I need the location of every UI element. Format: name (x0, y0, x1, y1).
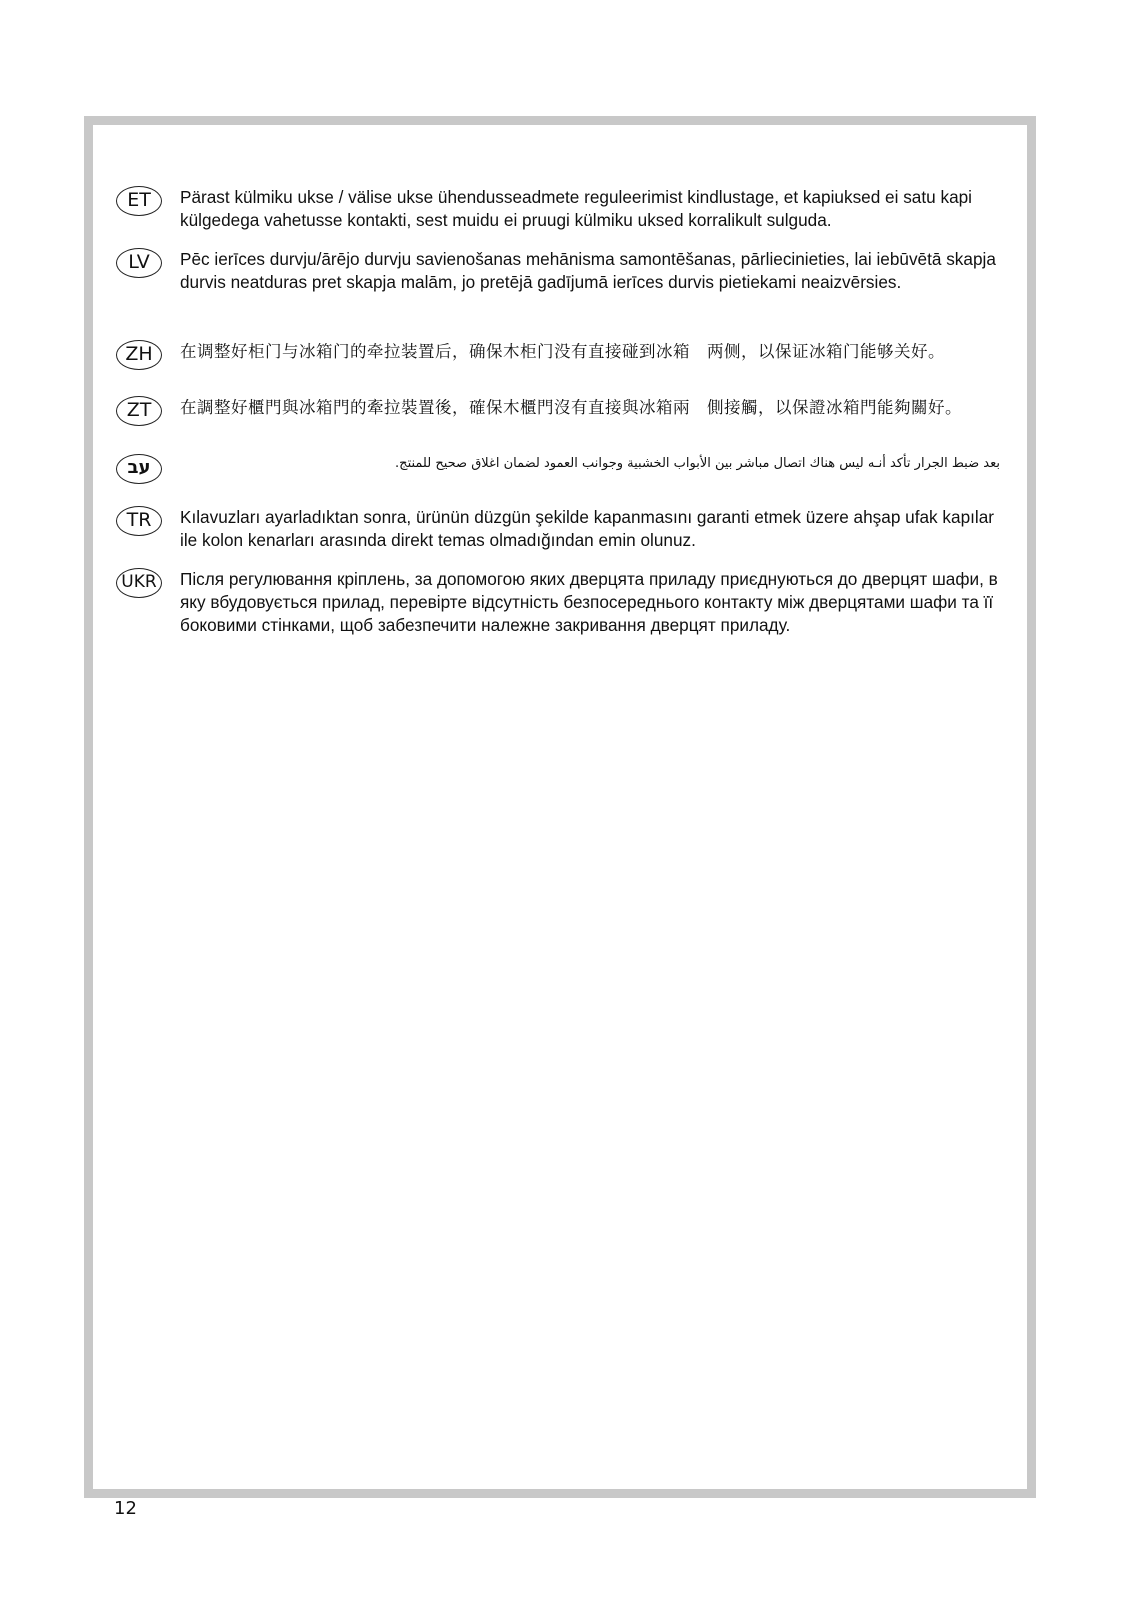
section-text-ar: بعد ضبط الجرار تأكد أنـه ليس هناك اتصال مباشر بين الأبواب الخشبية وجوانب العمود لضمان اغلاق صحيح للمنتج. (395, 456, 1000, 471)
language-badge-lv: LV (116, 248, 162, 278)
language-badge-tr: TR (116, 506, 162, 536)
section-text-ukr: Після регулювання кріплень, за допомогою яких дверцята приладу приєднуються до дверцят шафи, в яку вбудовується прилад, перевірте відсутність безпосереднього контакту між дверцятами шафи та її боковими стінками, щоб забезпечити належне закривання дверцят приладу. (180, 569, 998, 635)
language-badge-zt: ZT (116, 396, 162, 426)
language-badge-ukr: UKR (116, 568, 162, 598)
section-text-zh: 在调整好柜门与冰箱门的牵拉装置后，确保木柜门没有直接碰到冰箱 两侧，以保证冰箱门能够关好。 (180, 342, 945, 361)
section-text-tr: Kılavuzları ayarladıktan sonra, ürünün düzgün şekilde kapanmasını garanti etmek üzere ahşap ufak kapılar ile kolon kenarları arasında direkt temas olmadığından emin olunuz. (180, 507, 995, 550)
page-frame (84, 116, 1036, 1498)
language-badge-et: ET (116, 186, 162, 216)
section-text-et: Pärast külmiku ukse / välise ukse ühendusseadmete reguleerimist kindlustage, et kapiuksed ei satu kapi külgedega vahetusse kontakti, sest muidu ei pruugi külmiku uksed korralikult sulguda. (180, 187, 973, 230)
section-text-lv: Pēc ierīces durvju/ārējo durvju savienošanas mehānisma samontēšanas, pārliecinieties, lai iebūvētā skapja durvis neatduras pret skapja malām, jo pretējā gadījumā ierīces durvis pietiekami neaizvērsies. (180, 249, 996, 292)
language-badge-zh: ZH (116, 340, 162, 370)
section-text-zt: 在調整好櫃門與冰箱門的牽拉裝置後，確保木櫃門沒有直接與冰箱兩 側接觸，以保證冰箱門能夠關好。 (180, 398, 962, 417)
language-badge-ar: עב (116, 454, 162, 484)
page-number: 12 (114, 1498, 137, 1519)
